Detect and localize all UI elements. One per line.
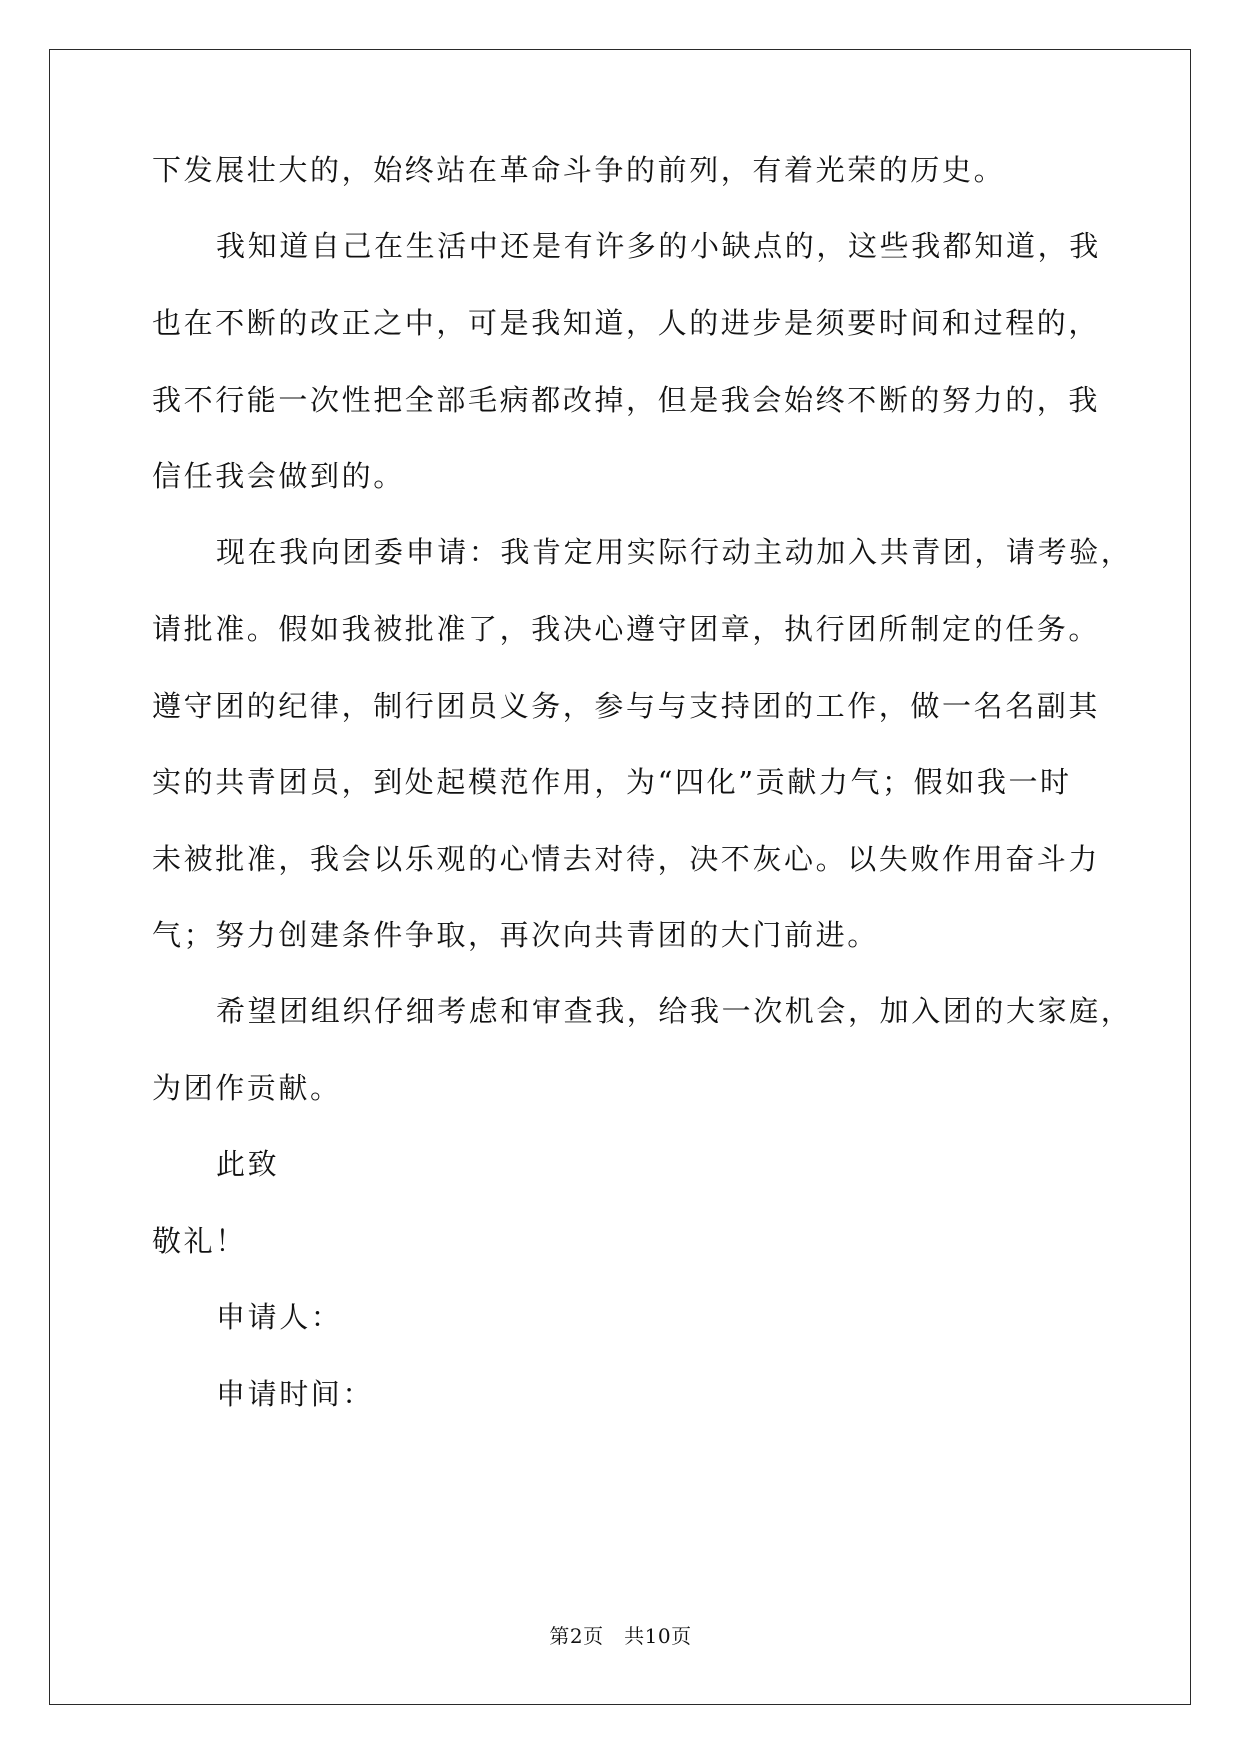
body-line: 未被批准，我会以乐观的心情去对待，决不灰心。以失败作用奋斗力 xyxy=(152,842,1101,876)
body-line: 气；努力创建条件争取，再次向共青团的大门前进。 xyxy=(152,918,879,952)
paragraph-start: 我知道自己在生活中还是有许多的小缺点的，这些我都知道，我 xyxy=(216,229,1101,263)
page-footer: 第2页 共10页 xyxy=(549,1624,692,1648)
paragraph-start: 现在我向团委申请：我肯定用实际行动主动加入共青团，请考验， xyxy=(216,535,1133,569)
applicant-label: 申请人： xyxy=(216,1300,343,1334)
paragraph-start: 希望团组织仔细考虑和审查我，给我一次机会，加入团的大家庭， xyxy=(216,994,1133,1028)
body-line: 遵守团的纪律，制行团员义务，参与与支持团的工作，做一名名副其 xyxy=(152,689,1101,723)
closing-greeting: 敬礼！ xyxy=(152,1224,247,1258)
application-date-label: 申请时间： xyxy=(216,1377,375,1411)
closing-salutation: 此致 xyxy=(216,1147,280,1181)
body-line: 也在不断的改正之中，可是我知道，人的进步是须要时间和过程的， xyxy=(152,306,1101,340)
body-line: 下发展壮大的，始终站在革命斗争的前列，有着光荣的历史。 xyxy=(152,153,1006,187)
body-line: 为团作贡献。 xyxy=(152,1071,342,1105)
body-line: 信任我会做到的。 xyxy=(152,459,405,493)
body-line: 我不行能一次性把全部毛病都改掉，但是我会始终不断的努力的，我 xyxy=(152,383,1101,417)
body-line: 实的共青团员，到处起模范作用，为“四化”贡献力气；假如我一时 xyxy=(152,765,1072,799)
body-line: 请批准。假如我被批准了，我决心遵守团章，执行团所制定的任务。 xyxy=(152,612,1101,646)
